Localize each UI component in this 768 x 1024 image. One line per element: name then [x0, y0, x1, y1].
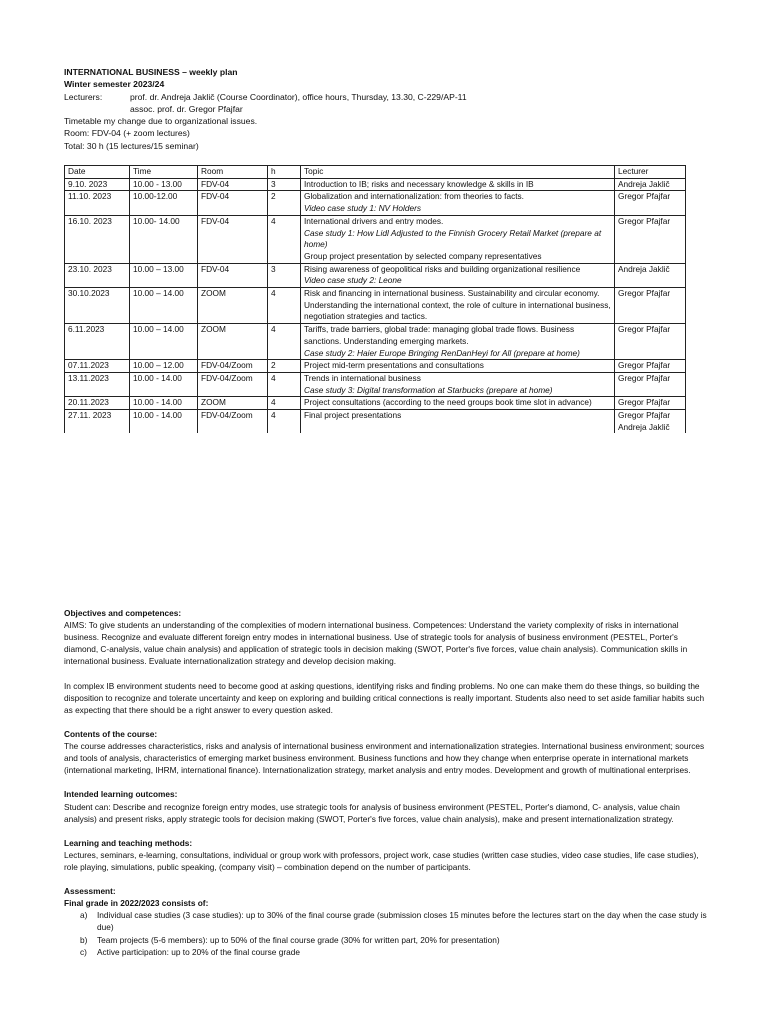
cell-hours: 2 [268, 360, 301, 373]
cell-room: FDV-04 [198, 178, 268, 191]
assessment-item [64, 909, 710, 933]
cell-hours: 3 [268, 178, 301, 191]
topic-case-study: Case study 3: Digital transformation at Starbucks (prepare at home) [304, 384, 553, 395]
assessment-heading: Assessment: [64, 886, 116, 897]
cell-topic [301, 372, 615, 396]
schedule-row [65, 288, 686, 324]
schedule-row [65, 360, 686, 373]
schedule-row [65, 215, 686, 263]
cell-hours: 4 [268, 397, 301, 410]
timetable-note: Timetable my change due to organizational issues. [64, 116, 258, 127]
lecturer-name: Andreja Jaklič [618, 178, 670, 189]
assessment-item [64, 934, 710, 946]
topic-line: International drivers and entry modes. [304, 215, 444, 226]
objectives-aims: AIMS: To give students an understanding of the complexities of modern international business. Competences: Understand the variety complexity of risks in international business. Recognize and evaluate different foreign entry modes in international business. Use of strategic tools for analysis of business environment (PESTEL, Porter's diamond, C-analysis, value chain analysis) and application of strategic tools in decision making (SWOT, Porter's five forces, value chain analysis). Communication skills in international business. Evaluate internationalization strategy and develop decision making. [64, 620, 688, 667]
assessment-item-mark: b) [80, 934, 88, 945]
cell-room: FDV-04 [198, 215, 268, 263]
cell-topic [301, 178, 615, 191]
lecturer-name: Andreja Jaklič [618, 421, 670, 432]
cell-topic [301, 410, 615, 434]
cell-time: 10.00 – 14.00 [130, 324, 198, 360]
header-date: Date [65, 166, 130, 179]
topic-line: Risk and financing in international business. Sustainability and circular economy. Understanding the international context, the role of culture in international business, negotiation strategies and tactics. [304, 288, 611, 322]
cell-lecturer [615, 178, 686, 191]
topic-line: Group project presentation by selected company representatives [304, 250, 542, 261]
cell-date: 27.11. 2023 [65, 410, 130, 434]
topic-line: Trends in international business [304, 372, 421, 383]
header-lecturer: Lecturer [615, 166, 686, 179]
cell-date: 11.10. 2023 [65, 191, 130, 215]
cell-room: FDV-04/Zoom [198, 372, 268, 396]
topic-line: Project consultations (according to the need groups book time slot in advance) [304, 397, 592, 408]
cell-topic [301, 191, 615, 215]
cell-room: ZOOM [198, 324, 268, 360]
topic-case-study: Video case study 1: NV Holders [304, 203, 421, 214]
assessment-item [64, 946, 710, 958]
objectives-disposition: In complex IB environment students need to become good at asking questions, identifying risks and finding problems. No one can make them do these things, so building the disposition to recognize and tolerate uncertainty and keep on exploring and building critical connections is really important. Students also need to set aside familiar habits such as expecting that there should be a right answer to every question asked. [64, 680, 705, 715]
lecturer-name: Gregor Pfajfar [618, 215, 671, 226]
lecturers-block [64, 91, 467, 116]
assessment-item-mark: c) [80, 946, 87, 957]
topic-line: Project mid-term presentations and consultations [304, 360, 484, 371]
cell-date: 6.11.2023 [65, 324, 130, 360]
schedule-table [64, 165, 686, 433]
assessment-item-mark: a) [80, 910, 88, 921]
total-hours: Total: 30 h (15 lectures/15 seminar) [64, 140, 199, 151]
cell-date: 23.10. 2023 [65, 263, 130, 287]
topic-line: Introduction to IB; risks and necessary knowledge & skills in IB [304, 178, 534, 189]
header-topic: Topic [301, 166, 615, 179]
course-description [64, 607, 710, 958]
topic-case-study: Case study 2: Haier Europe Bringing RenDanHeyi for All (prepare at home) [304, 347, 580, 358]
cell-hours: 4 [268, 288, 301, 324]
cell-topic [301, 397, 615, 410]
contents-text: The course addresses characteristics, risks and analysis of international business environment and internationalization strategies. International business environment; sources and tools of analysis, characteristics of emerging market business environment. Business functions and how they change when enterprise operate in international markets (international marketing, IHRM, international finance). Internationalization strategy, market analysis and entry modes. Development and growth of multinational enterprises. [64, 741, 705, 776]
schedule-row [65, 263, 686, 287]
header-time: Time [130, 166, 198, 179]
cell-time: 10.00 - 14.00 [130, 372, 198, 396]
schedule-body [65, 178, 686, 433]
cell-room: FDV-04 [198, 263, 268, 287]
topic-case-study: Video case study 2: Leone [304, 275, 402, 286]
assessment-item-text: Active participation: up to 20% of the final course grade [97, 946, 300, 957]
cell-room: FDV-04/Zoom [198, 360, 268, 373]
cell-lecturer [615, 372, 686, 396]
schedule-row [65, 410, 686, 434]
assessment-item-text: Individual case studies (3 case studies): up to 30% of the final course grade (submission closes 15 minutes before the lectures start on the day when the case study is due) [97, 910, 707, 933]
cell-hours: 4 [268, 324, 301, 360]
cell-time: 10.00-12.00 [130, 191, 198, 215]
cell-time: 10.00 - 13.00 [130, 178, 198, 191]
cell-date: 13.11.2023 [65, 372, 130, 396]
topic-line: Final project presentations [304, 410, 402, 421]
outcomes-heading: Intended learning outcomes: [64, 789, 178, 800]
topic-line: Globalization and internationalization: from theories to facts. [304, 191, 524, 202]
outcomes-text: Student can: Describe and recognize foreign entry modes, use strategic tools for analysis of business environment (PESTEL, Porter's diamond, C- analysis, value chain analysis) and present risks, apply strategic tools for decision making (SWOT, Porter's five forces, value chain analysis), make and present internationalization strategy. [64, 801, 680, 824]
topic-case-study: Case study 1: How Lidl Adjusted to the Finnish Grocery Retail Market (prepare at home) [304, 227, 602, 250]
lecturer-second: assoc. prof. dr. Gregor Pfajfar [130, 103, 243, 114]
cell-topic [301, 215, 615, 263]
cell-time: 10.00 - 14.00 [130, 410, 198, 434]
assessment-subheading: Final grade in 2022/2023 consists of: [64, 898, 209, 909]
cell-room: ZOOM [198, 288, 268, 324]
cell-time: 10.00 - 14.00 [130, 397, 198, 410]
lecturer-coordinator: prof. dr. Andreja Jaklič (Course Coordinator), office hours, Thursday, 13.30, C-229/AP-11 [130, 91, 467, 102]
header-room: Room [198, 166, 268, 179]
cell-topic [301, 288, 615, 324]
document-header [64, 66, 467, 152]
cell-topic [301, 324, 615, 360]
lecturer-name: Gregor Pfajfar [618, 410, 671, 421]
cell-lecturer [615, 288, 686, 324]
cell-topic [301, 263, 615, 287]
cell-lecturer [615, 215, 686, 263]
schedule-row [65, 178, 686, 191]
cell-room: ZOOM [198, 397, 268, 410]
schedule-row [65, 191, 686, 215]
cell-time: 10.00 – 14.00 [130, 288, 198, 324]
lecturer-name: Gregor Pfajfar [618, 360, 671, 371]
cell-hours: 4 [268, 372, 301, 396]
cell-hours: 3 [268, 263, 301, 287]
document-title: INTERNATIONAL BUSINESS – weekly plan [64, 67, 238, 77]
cell-lecturer [615, 263, 686, 287]
cell-hours: 4 [268, 410, 301, 434]
cell-hours: 4 [268, 215, 301, 263]
cell-time: 10.00 – 12.00 [130, 360, 198, 373]
topic-line: Rising awareness of geopolitical risks and building organizational resilience [304, 263, 581, 274]
objectives-heading: Objectives and competences: [64, 608, 182, 618]
contents-heading: Contents of the course: [64, 728, 158, 739]
cell-hours: 2 [268, 191, 301, 215]
cell-room: FDV-04/Zoom [198, 410, 268, 434]
cell-date: 07.11.2023 [65, 360, 130, 373]
cell-date: 9.10. 2023 [65, 178, 130, 191]
cell-time: 10.00- 14.00 [130, 215, 198, 263]
topic-line: Tariffs, trade barriers, global trade: managing global trade flows. Business sanctions. Understanding emerging markets. [304, 324, 575, 346]
cell-lecturer [615, 324, 686, 360]
schedule-row [65, 324, 686, 360]
assessment-item-text: Team projects (5-6 members): up to 50% of the final course grade (30% for written part, 20% for presentation) [97, 934, 500, 945]
lecturer-name: Gregor Pfajfar [618, 397, 671, 408]
lecturers-label: Lecturers: [64, 91, 103, 102]
cell-lecturer [615, 410, 686, 434]
lecturer-name: Andreja Jaklič [618, 263, 670, 274]
schedule-header-row [65, 166, 686, 179]
cell-lecturer [615, 191, 686, 215]
room-info: Room: FDV-04 (+ zoom lectures) [64, 128, 190, 139]
assessment-list [64, 909, 710, 957]
lecturer-name: Gregor Pfajfar [618, 191, 671, 202]
cell-date: 30.10.2023 [65, 288, 130, 324]
cell-date: 16.10. 2023 [65, 215, 130, 263]
cell-lecturer [615, 360, 686, 373]
lecturer-names [130, 91, 467, 116]
methods-heading: Learning and teaching methods: [64, 837, 193, 848]
semester-label: Winter semester 2023/24 [64, 79, 165, 90]
cell-lecturer [615, 397, 686, 410]
header-hours: h [268, 166, 301, 179]
schedule-row [65, 397, 686, 410]
cell-time: 10.00 – 13.00 [130, 263, 198, 287]
lecturer-name: Gregor Pfajfar [618, 324, 671, 335]
lecturer-name: Gregor Pfajfar [618, 288, 671, 299]
lecturer-name: Gregor Pfajfar [618, 372, 671, 383]
cell-date: 20.11.2023 [65, 397, 130, 410]
schedule-row [65, 372, 686, 396]
cell-topic [301, 360, 615, 373]
cell-room: FDV-04 [198, 191, 268, 215]
methods-text: Lectures, seminars, e-learning, consultations, individual or group work with professors, project work, case studies (written case studies, video case studies, life case studies), role playing, simulations, public speaking, (company visit) – combination depend on the number of participants. [64, 849, 699, 872]
